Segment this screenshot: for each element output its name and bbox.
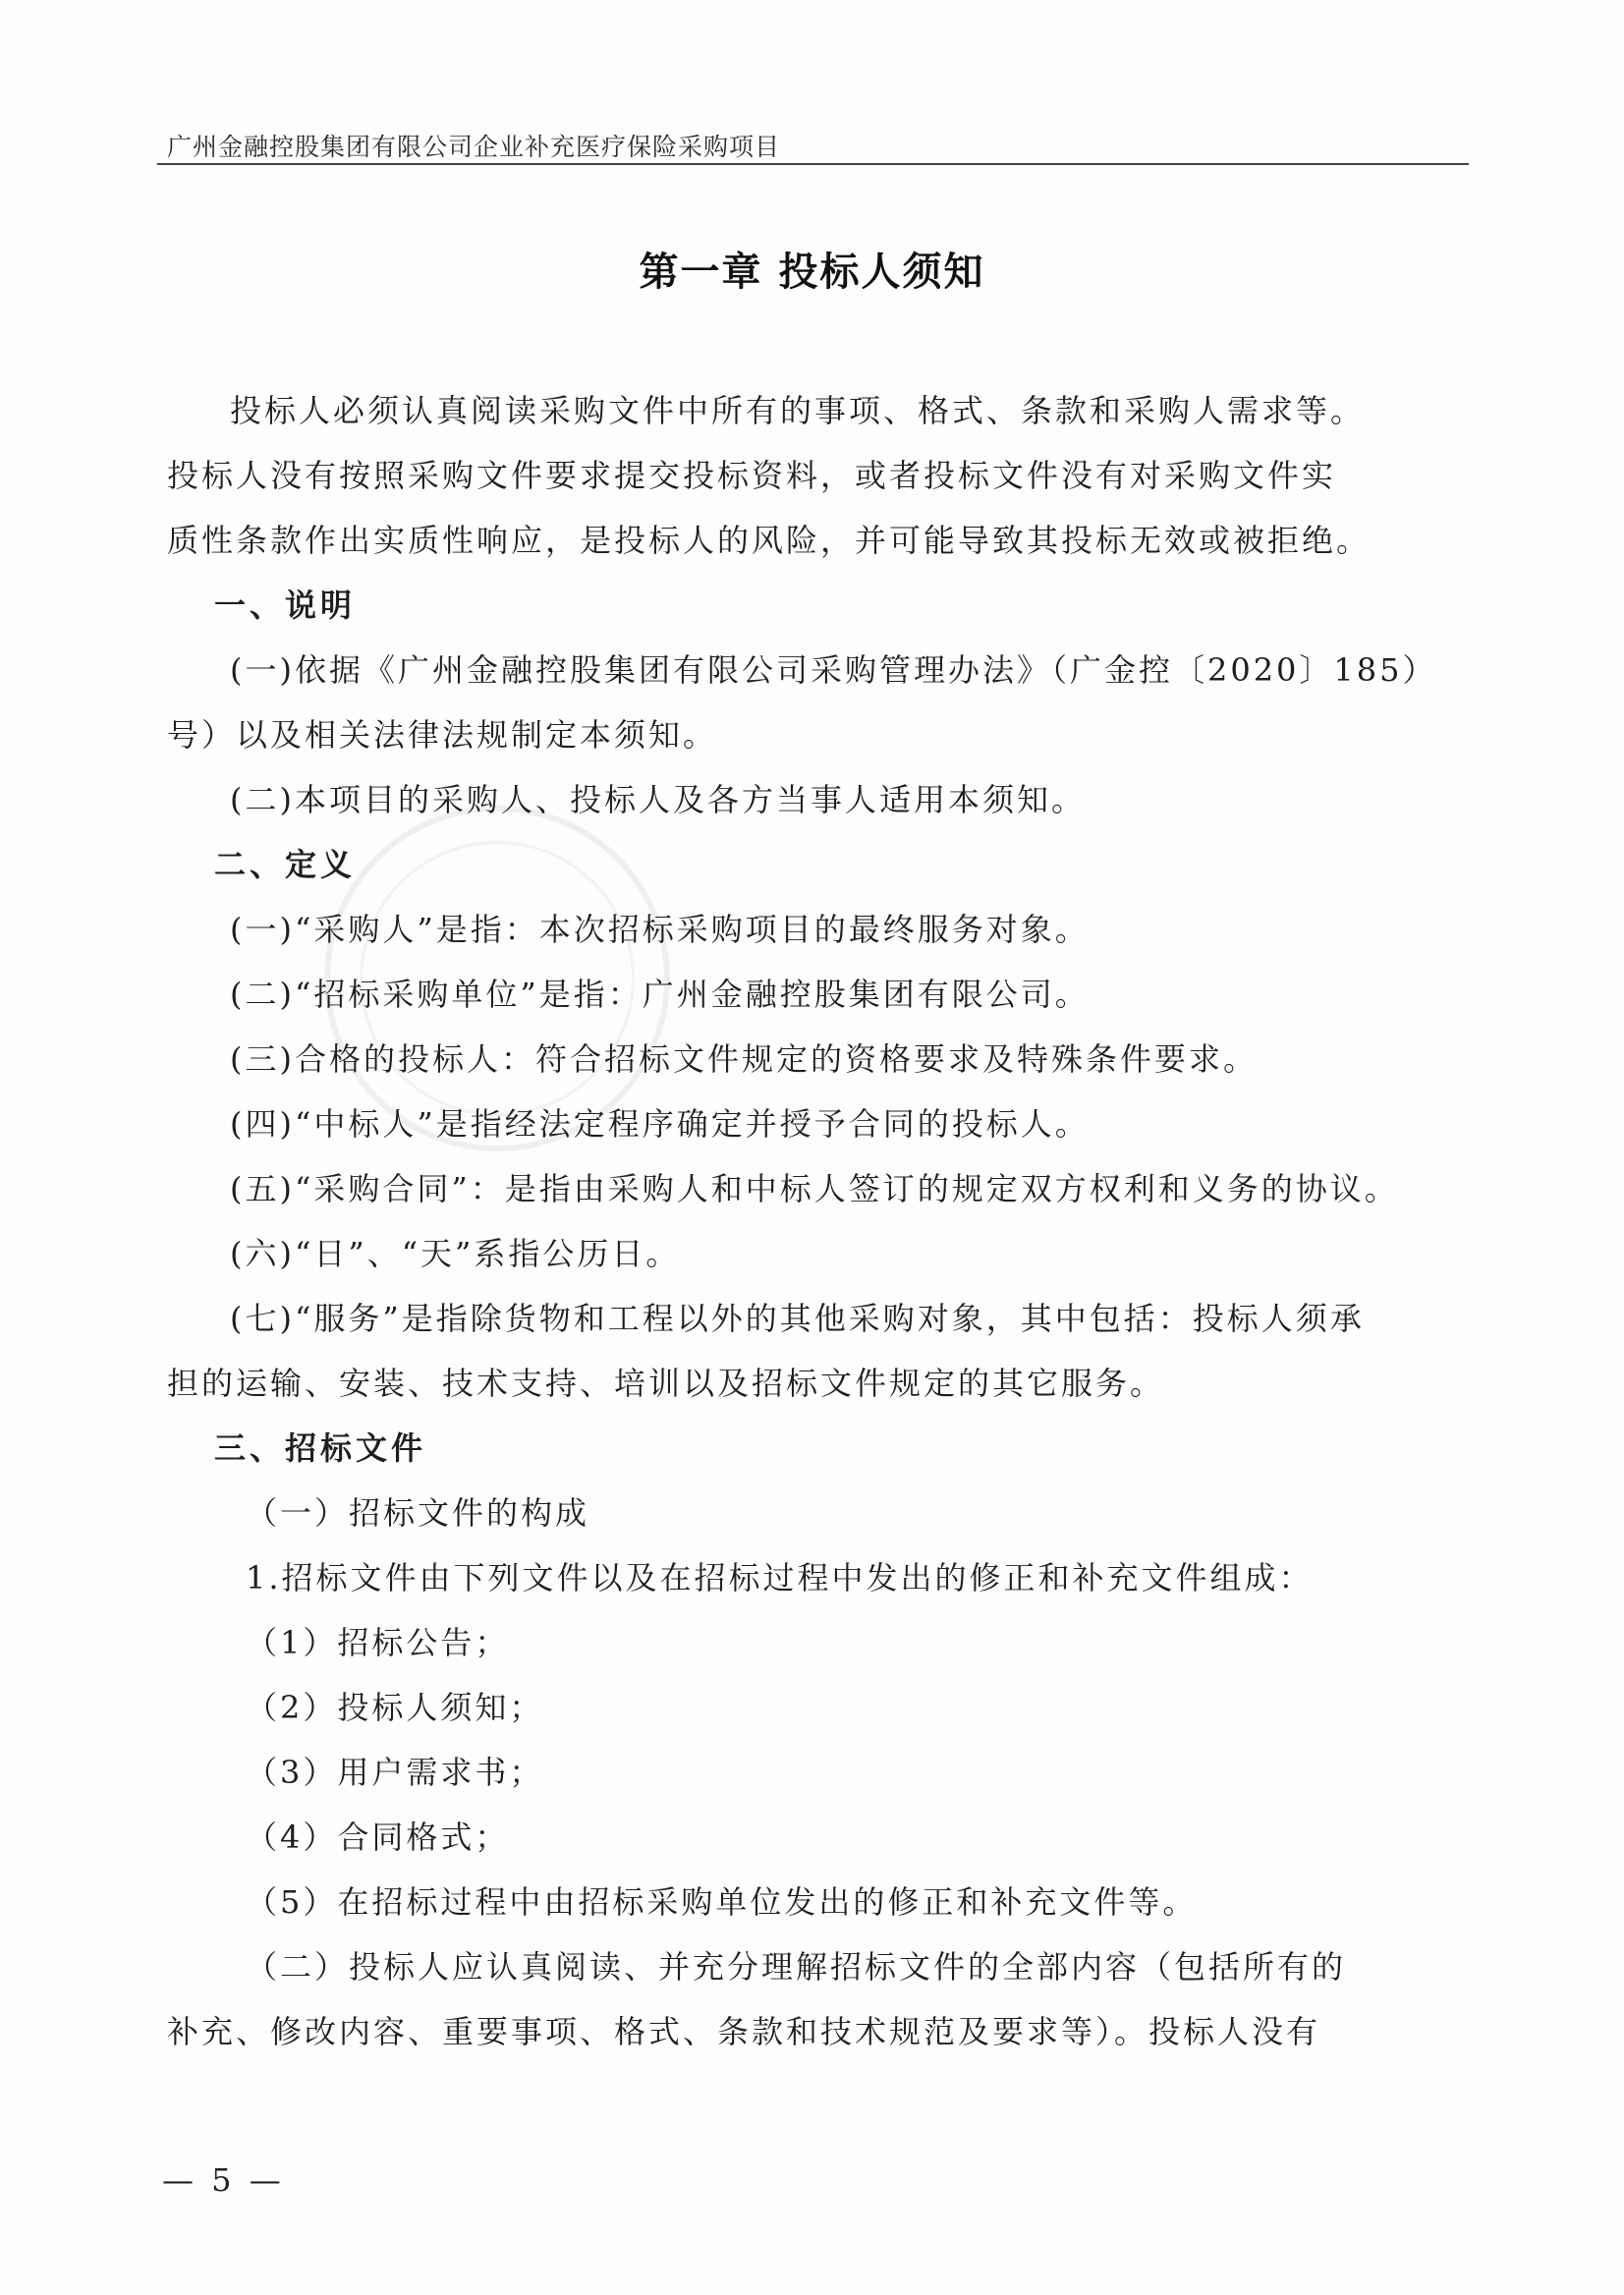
section-heading-tender-docs: 三、招标文件 bbox=[214, 1429, 427, 1467]
definition-item: (二)“招标采购单位”是指：广州金融控股集团有限公司。 bbox=[230, 976, 1090, 1013]
definition-item: (四)“中标人”是指经法定程序确定并授予合同的投标人。 bbox=[230, 1105, 1090, 1143]
subsection-heading: （一）招标文件的构成 bbox=[246, 1494, 590, 1532]
section-heading-definitions: 二、定义 bbox=[214, 846, 357, 883]
paragraph-line: 号）以及相关法律法规制定本须知。 bbox=[167, 716, 718, 754]
intro-line: 投标人没有按照采购文件要求提交投标资料，或者投标文件没有对采购文件实 bbox=[167, 457, 1337, 494]
section-heading-explanation: 一、说明 bbox=[214, 587, 357, 624]
definition-item: (五)“采购合同”：是指由采购人和中标人签订的规定双方权利和义务的协议。 bbox=[230, 1170, 1399, 1207]
paragraph-line: (一)依据《广州金融控股集团有限公司采购管理办法》（广金控〔2020〕185） bbox=[230, 651, 1437, 689]
paragraph-line: (二)本项目的采购人、投标人及各方当事人适用本须知。 bbox=[230, 781, 1086, 818]
definition-item: 担的运输、安装、技术支持、培训以及招标文件规定的其它服务。 bbox=[167, 1365, 1165, 1402]
header-rule bbox=[157, 163, 1469, 165]
paragraph-line: （二）投标人应认真阅读、并充分理解招标文件的全部内容（包括所有的 bbox=[246, 1948, 1347, 1986]
intro-line: 投标人必须认真阅读采购文件中所有的事项、格式、条款和采购人需求等。 bbox=[230, 392, 1366, 429]
running-header: 广州金融控股集团有限公司企业补充医疗保险采购项目 bbox=[167, 133, 781, 161]
paragraph-line: 补充、修改内容、重要事项、格式、条款和技术规范及要求等）。投标人没有 bbox=[167, 2013, 1321, 2050]
body-text bbox=[167, 378, 1474, 2064]
chapter-title: 第一章 投标人须知 bbox=[639, 250, 985, 295]
page-number: — 5 — bbox=[162, 2161, 285, 2199]
paragraph-line: 1.招标文件由下列文件以及在招标过程中发出的修正和补充文件组成： bbox=[246, 1559, 1314, 1596]
definition-item: (六)“日”、“天”系指公历日。 bbox=[230, 1235, 681, 1272]
list-item: （4）合同格式； bbox=[246, 1819, 510, 1856]
list-item: （3）用户需求书； bbox=[246, 1754, 544, 1791]
intro-line: 质性条款作出实质性响应，是投标人的风险，并可能导致其投标无效或被拒绝。 bbox=[167, 522, 1372, 559]
definition-item: (七)“服务”是指除货物和工程以外的其他采购对象，其中包括：投标人须承 bbox=[230, 1300, 1365, 1337]
definition-item: (三)合格的投标人：符合招标文件规定的资格要求及特殊条件要求。 bbox=[230, 1040, 1258, 1078]
list-item: （2）投标人须知； bbox=[246, 1689, 544, 1726]
definition-item: (一)“采购人”是指：本次招标采购项目的最终服务对象。 bbox=[230, 911, 1090, 948]
list-item: （5）在招标过程中由招标采购单位发出的修正和补充文件等。 bbox=[246, 1883, 1198, 1921]
list-item: （1）招标公告； bbox=[246, 1624, 510, 1661]
